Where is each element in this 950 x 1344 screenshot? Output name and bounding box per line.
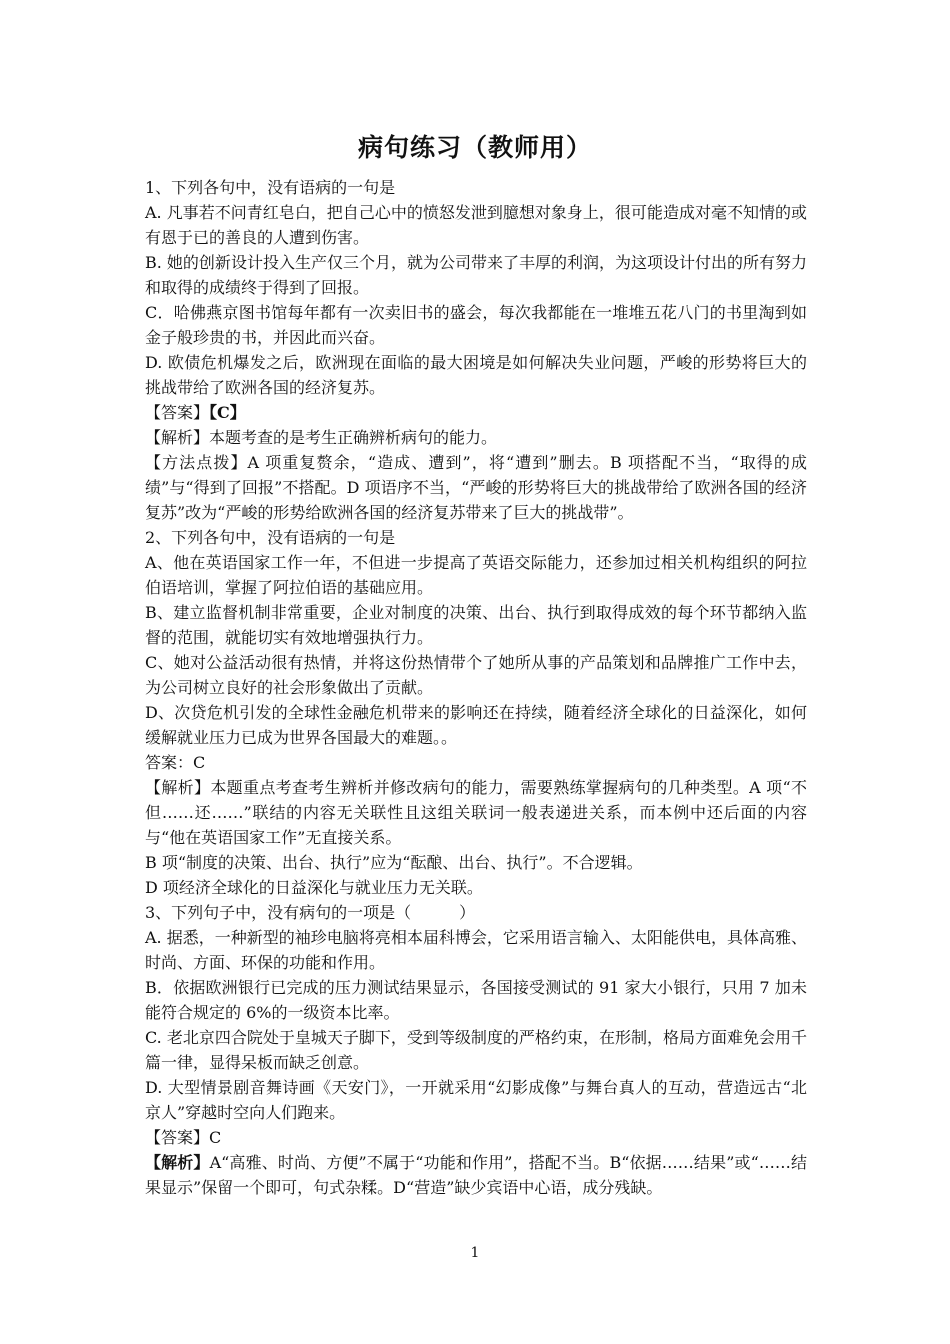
analysis-text: 本题考查的是考生正确辨析病句的能力。 <box>209 428 498 447</box>
question-2-extra-d: D 项经济全球化的日益深化与就业压力无关联。 <box>145 878 483 897</box>
question-1-option-b: B. 她的创新设计投入生产仅三个月，就为公司带来了丰厚的利润，为这项设计付出的所有努力和取得的成绩终于得到了回报。 <box>145 253 807 297</box>
analysis-label: 【解析】 <box>145 1153 210 1172</box>
question-1-method <box>145 450 807 525</box>
question-2-option-b: B、建立监督机制非常重要，企业对制度的决策、出台、执行到取得成效的每个环节都纳入监督的范围，就能切实有效地增强执行力。 <box>145 603 807 647</box>
answer-value: 【C】 <box>209 403 246 422</box>
method-text: A 项重复赘余，“造成、遭到”，将“遭到”删去。B 项搭配不当，“取得的成绩”与“得到了回报”不搭配。D 项语序不当，“严峻的形势将巨大的挑战带给了欧洲各国的经济复苏”改为“严峻的形势给欧洲各国的经济复苏带来了巨大的挑战带”。 <box>145 453 807 522</box>
question-2-analysis <box>145 775 807 850</box>
question-1-analysis <box>145 425 807 450</box>
question-1-stem: 1、下列各句中，没有语病的一句是 <box>145 178 396 197</box>
question-3-option-a: A. 据悉，一种新型的袖珍电脑将亮相本届科博会，它采用语言输入、太阳能供电，具体高雅、时尚、方面、环保的功能和作用。 <box>145 928 807 972</box>
page-number: 1 <box>470 1245 480 1261</box>
question-1-option-a: A. 凡事若不问青红皂白，把自己心中的愤怒发泄到臆想对象身上，很可能造成对毫不知情的或有恩于已的善良的人遭到伤害。 <box>145 203 807 247</box>
question-3-answer <box>145 1125 807 1150</box>
page-title: 病句练习（教师用） <box>357 133 592 162</box>
method-label: 【方法点拨】 <box>145 453 248 472</box>
answer-label: 【答案】 <box>145 1128 210 1147</box>
question-3-option-c: C. 老北京四合院处于皇城天子脚下，受到等级制度的严格约束，在形制，格局方面难免会用千篇一律，显得呆板而缺乏创意。 <box>145 1028 807 1072</box>
question-2-answer: 答案：C <box>145 753 206 772</box>
document-body <box>145 175 807 1200</box>
analysis-label: 【解析】 <box>145 778 211 797</box>
question-1-option-d: D. 欧债危机爆发之后，欧洲现在面临的最大困境是如何解决失业问题，严峻的形势将巨大的挑战带给了欧洲各国的经济复苏。 <box>145 353 807 397</box>
question-3-option-d: D. 大型情景剧音舞诗画《天安门》，一开就采用“幻影成像”与舞台真人的互动，营造远古“北京人”穿越时空向人们跑来。 <box>145 1078 807 1122</box>
question-3-analysis <box>145 1150 807 1200</box>
question-1-answer <box>145 400 807 425</box>
question-2-option-a: A、他在英语国家工作一年，不但进一步提高了英语交际能力，还参加过相关机构组织的阿拉伯语培训，掌握了阿拉伯语的基础应用。 <box>145 553 807 597</box>
analysis-text: A“高雅、时尚、方便”不属于“功能和作用”，搭配不当。B“依据……结果”或“……结果显示”保留一个即可，句式杂糅。D“营造”缺少宾语中心语，成分残缺。 <box>145 1153 807 1197</box>
answer-value: C <box>209 1128 222 1147</box>
question-2-option-c: C、她对公益活动很有热情，并将这份热情带个了她所从事的产品策划和品牌推广工作中去，为公司树立良好的社会形象做出了贡献。 <box>145 653 807 697</box>
question-2-option-d: D、次贷危机引发的全球性金融危机带来的影响还在持续，随着经济全球化的日益深化，如何缓解就业压力已成为世界各国最大的难题。。 <box>145 703 807 747</box>
question-2-extra-b: B 项“制度的决策、出台、执行”应为“酝酿、出台、执行”。不合逻辑。 <box>145 853 643 872</box>
question-3-stem: 3、下列句子中，没有病句的一项是（ ） <box>145 903 476 922</box>
question-2-stem: 2、下列各句中，没有语病的一句是 <box>145 528 396 547</box>
question-1-option-c: C．哈佛燕京图书馆每年都有一次卖旧书的盛会，每次我都能在一堆堆五花八门的书里淘到如金子般珍贵的书，并因此而兴奋。 <box>145 303 807 347</box>
question-3-option-b: B．依据欧洲银行已完成的压力测试结果显示，各国接受测试的 91 家大小银行，只用 7 加未能符合规定的 6%的一级资本比率。 <box>145 978 807 1022</box>
answer-label: 【答案】 <box>145 403 210 422</box>
analysis-text: 本题重点考查考生辨析并修改病句的能力，需要熟练掌握病句的几种类型。A 项“不但……还……”联结的内容无关联性且这组关联词一般表递进关系，而本例中还后面的内容与“他在英语国家工作”无直接关系。 <box>145 778 807 847</box>
analysis-label: 【解析】 <box>145 428 210 447</box>
